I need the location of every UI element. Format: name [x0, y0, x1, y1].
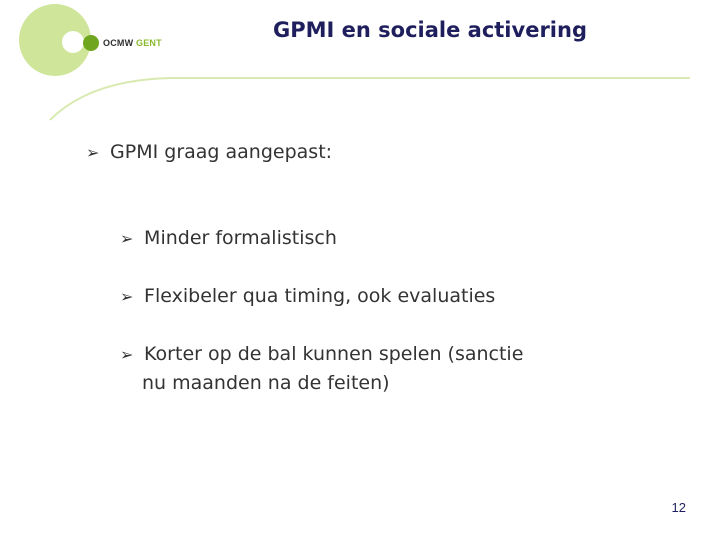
arrow-bullet-icon: ➢	[120, 345, 134, 364]
logo-text-gent: GENT	[136, 38, 162, 48]
arrow-bullet-icon: ➢	[120, 287, 134, 306]
header-swoosh-line	[50, 78, 690, 120]
slide-title: GPMI en sociale activering	[273, 18, 587, 42]
logo-white-circle	[62, 31, 84, 53]
page-number: 12	[671, 500, 686, 515]
bullet-main	[86, 138, 332, 167]
bullet-text: GPMI graag aangepast:	[110, 141, 333, 163]
sub-bullet-text-line2: nu maanden na de feiten)	[142, 372, 390, 394]
sub-bullet-text: Flexibeler qua timing, ook evaluaties	[144, 285, 496, 307]
logo-green-dot	[83, 35, 99, 51]
sub-bullet-text: Minder formalistisch	[144, 227, 337, 249]
sub-bullet	[120, 224, 337, 253]
arrow-bullet-icon: ➢	[86, 143, 100, 162]
logo-text	[103, 38, 162, 48]
sub-bullet	[120, 340, 660, 397]
logo-text-ocmw: OCMW	[103, 38, 134, 48]
arrow-bullet-icon: ➢	[120, 229, 134, 248]
sub-bullet-text-line1: Korter op de bal kunnen spelen (sanctie	[144, 343, 524, 365]
sub-bullet	[120, 282, 495, 311]
